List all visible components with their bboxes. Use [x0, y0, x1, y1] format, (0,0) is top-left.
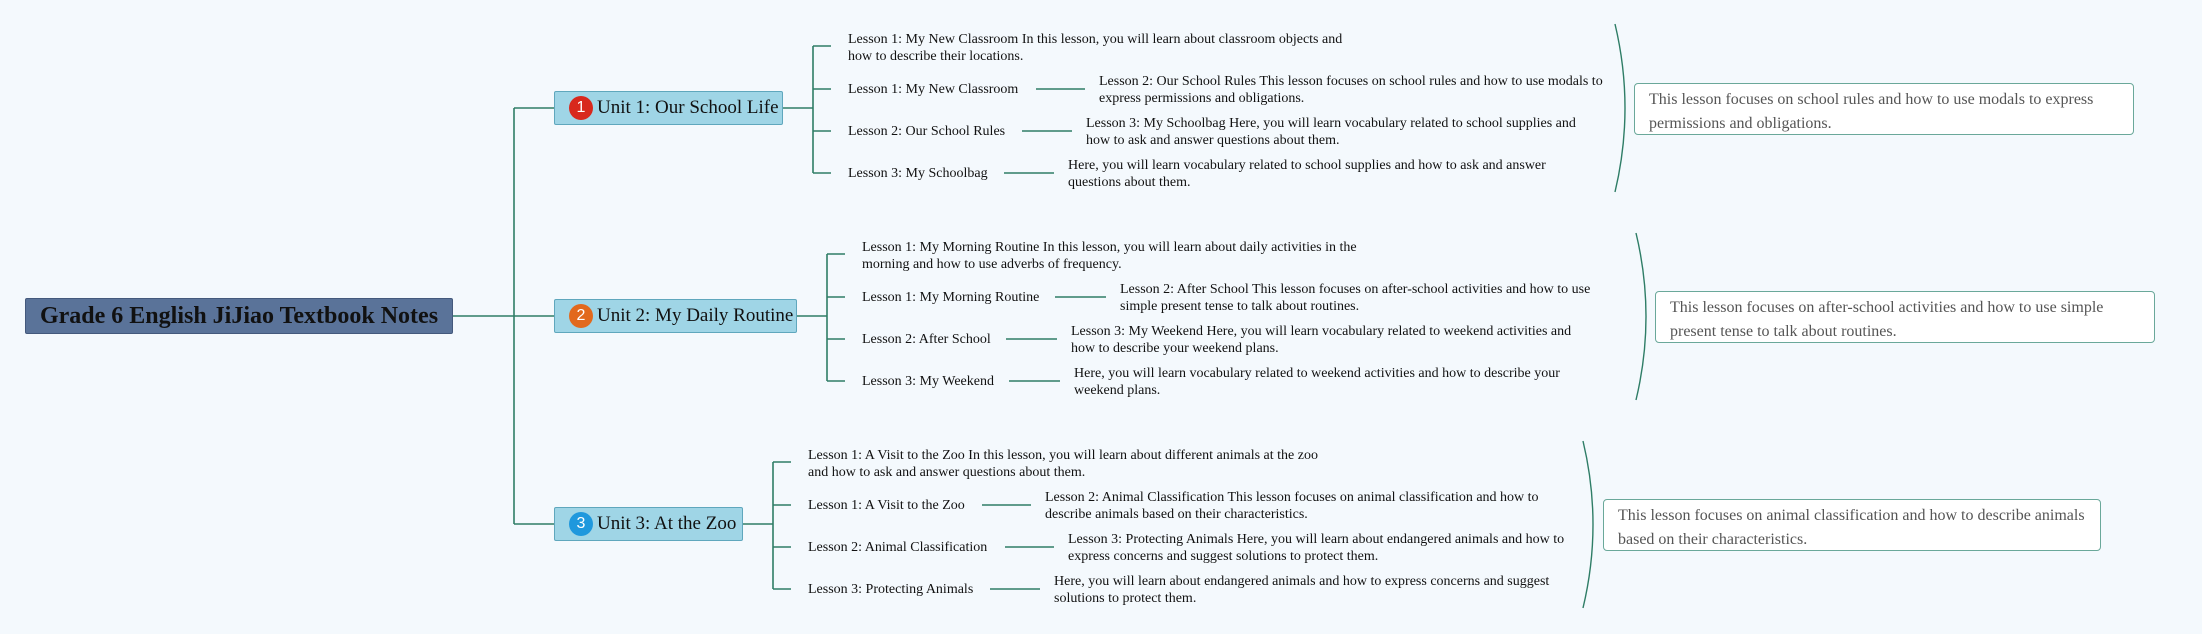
- unit-3-title: Unit 3: At the Zoo: [597, 513, 737, 534]
- unit-1-lesson-2-label: Lesson 2: Our School Rules: [848, 124, 1006, 139]
- unit-1-summary: This lesson focuses on school rules and how to use modals to express permissions and obligations.: [1634, 83, 2134, 135]
- unit-2-summary: This lesson focuses on after-school activities and how to use simple present tense to talk about routines.: [1655, 291, 2155, 343]
- unit-2-title: Unit 2: My Daily Routine: [597, 305, 794, 326]
- unit-2-node[interactable]: [554, 299, 797, 333]
- unit-2-lesson-2-label: Lesson 2: After School: [862, 332, 991, 347]
- unit-3-node[interactable]: [554, 507, 743, 541]
- unit-1-lesson-1-label: Lesson 1: My New Classroom: [848, 82, 1019, 97]
- unit-1-lesson-1-desc: Lesson 2: Our School Rules This lesson focuses on school rules and how to use modals to express permissions and obligations.: [1099, 74, 1603, 105]
- unit-2-summary-brace: [1636, 233, 1646, 400]
- unit-3-lesson-2-label: Lesson 2: Animal Classification: [808, 540, 988, 555]
- unit-3-intro: Lesson 1: A Visit to the Zoo In this lesson, you will learn about different animals at the zoo and how to ask and answer questions about them.: [808, 448, 1318, 480]
- unit-1-title: Unit 1: Our School Life: [597, 97, 779, 118]
- unit-1-node[interactable]: [554, 91, 783, 125]
- unit-3-lesson-3-desc: Here, you will learn about endangered animals and how to express concerns and suggest solutions to protect them.: [1054, 574, 1550, 605]
- unit-2-lesson-2-desc: Lesson 3: My Weekend Here, you will learn vocabulary related to weekend activities and how to describe your weekend plans.: [1071, 324, 1572, 355]
- unit-2-intro: Lesson 1: My Morning Routine In this lesson, you will learn about daily activities in the morning and how to use adverbs of frequency.: [862, 240, 1357, 272]
- unit-3-lesson-2-desc: Lesson 3: Protecting Animals Here, you will learn about endangered animals and how to express concerns and suggest solutions to protect them.: [1068, 532, 1565, 563]
- unit-3-summary: This lesson focuses on animal classification and how to describe animals based on their characteristics.: [1603, 499, 2101, 551]
- unit-1-intro: Lesson 1: My New Classroom In this lesson, you will learn about classroom objects and how to describe their locations.: [848, 32, 1343, 64]
- unit-1-lesson-3-label: Lesson 3: My Schoolbag: [848, 166, 988, 181]
- unit-1-number-badge: 1: [569, 96, 593, 120]
- root-title[interactable]: Grade 6 English JiJiao Textbook Notes: [25, 298, 453, 334]
- unit-3-lesson-3-label: Lesson 3: Protecting Animals: [808, 582, 974, 597]
- unit-2-lesson-1-label: Lesson 1: My Morning Routine: [862, 290, 1040, 305]
- unit-2-number-badge: 2: [569, 304, 593, 328]
- unit-2-lesson-3-desc: Here, you will learn vocabulary related to weekend activities and how to describe your weekend plans.: [1074, 366, 1560, 397]
- unit-3-lesson-1-desc: Lesson 2: Animal Classification This lesson focuses on animal classification and how to describe animals based on their characteristics.: [1045, 490, 1539, 521]
- unit-1-lesson-2-desc: Lesson 3: My Schoolbag Here, you will learn vocabulary related to school supplies and how to ask and answer questions about them.: [1086, 116, 1576, 147]
- unit-3-lesson-1-label: Lesson 1: A Visit to the Zoo: [808, 498, 965, 513]
- unit-1-lesson-3-desc: Here, you will learn vocabulary related to school supplies and how to ask and answer questions about them.: [1068, 158, 1546, 189]
- unit-3-number-badge: 3: [569, 512, 593, 536]
- unit-1-summary-brace: [1615, 24, 1625, 192]
- unit-3-summary-brace: [1583, 441, 1593, 608]
- unit-2-lesson-1-desc: Lesson 2: After School This lesson focuses on after-school activities and how to use simple present tense to talk about routines.: [1120, 282, 1591, 313]
- unit-2-lesson-3-label: Lesson 3: My Weekend: [862, 374, 994, 389]
